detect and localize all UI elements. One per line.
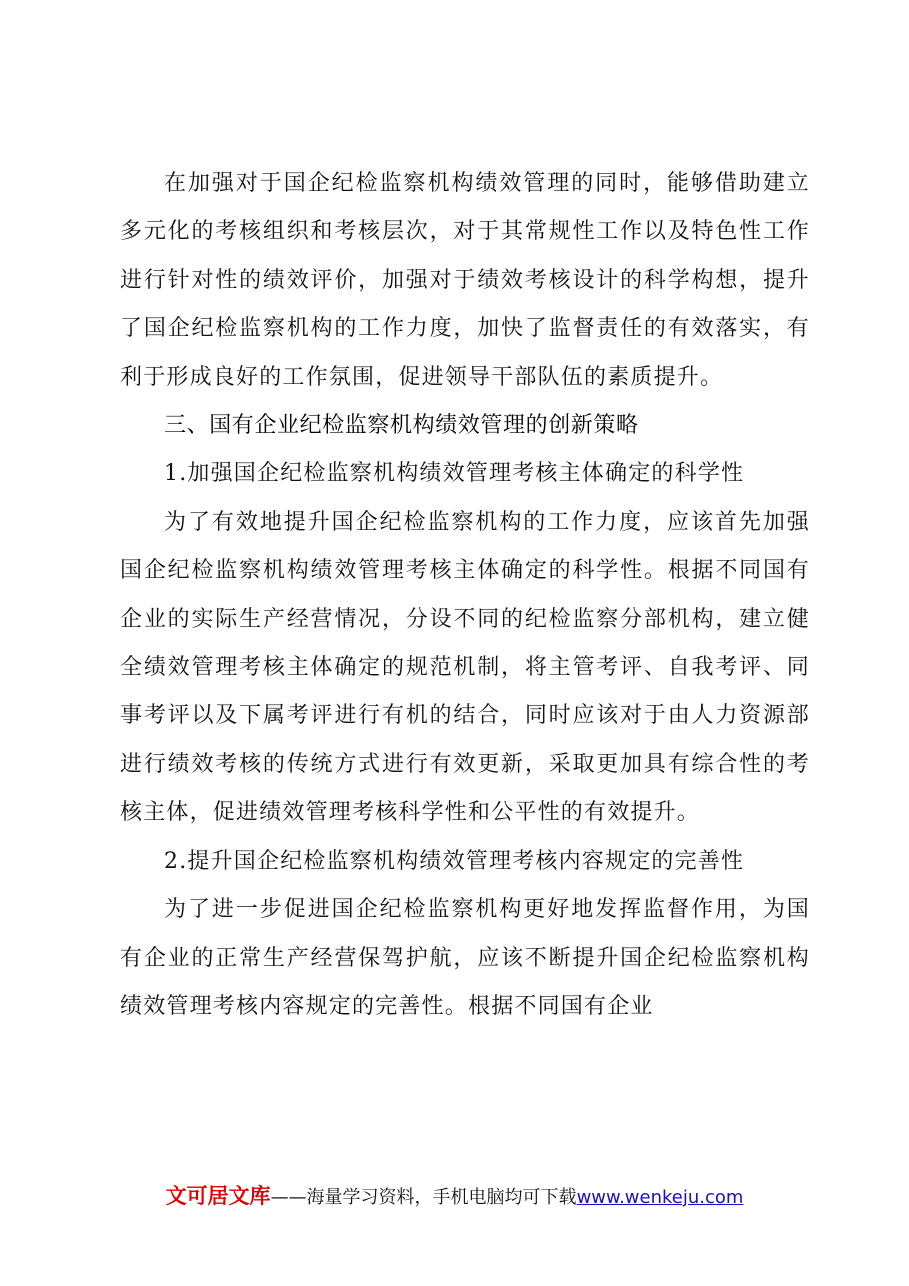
- paragraph-intro: 在加强对于国企纪检监察机构绩效管理的同时，能够借助建立多元化的考核组织和考核层次，对于其常规性工作以及特色性工作进行针对性的绩效评价，加强对于绩效考核设计的科学构想，提升了国企纪检监察机构的工作力度，加快了监督责任的有效落实，有利于形成良好的工作氛围，促进领导干部队伍的素质提升。: [120, 171, 810, 390]
- section-heading: 三、国有企业纪检监察机构绩效管理的创新策略: [164, 413, 639, 439]
- footer-brand: 文可居文库: [165, 1184, 271, 1208]
- subsection-heading-1: 1.加强国企纪检监察机构绩效管理考核主体确定的科学性: [164, 461, 745, 487]
- paragraph-subsection-1: 为了有效地提升国企纪检监察机构的工作力度，应该首先加强国企纪检监察机构绩效管理考核主体确定的科学性。根据不同国有企业的实际生产经营情况，分设不同的纪检监察分部机构，建立健全绩效管理考核主体确定的规范机制，将主管考评、自我考评、同事考评以及下属考评进行有机的结合，同时应该对于由人力资源部进行绩效考核的传统方式进行有效更新，采取更加具有综合性的考核主体，促进绩效管理考核科学性和公平性的有效提升。: [120, 509, 810, 826]
- document-body: [120, 160, 810, 1031]
- subsection-heading-2: 2.提升国企纪检监察机构绩效管理考核内容规定的完善性: [164, 848, 745, 874]
- footer-tagline: ——海量学习资料，手机电脑均可下载: [270, 1187, 577, 1208]
- paragraph-subsection-2: 为了进一步促进国企纪检监察机构更好地发挥监督作用，为国有企业的正常生产经营保驾护航，应该不断提升国企纪检监察机构绩效管理考核内容规定的完善性。根据不同国有企业: [120, 897, 810, 1019]
- footer-banner: [0, 1182, 909, 1212]
- footer-site-link[interactable]: www.wenkeju.com: [576, 1187, 744, 1208]
